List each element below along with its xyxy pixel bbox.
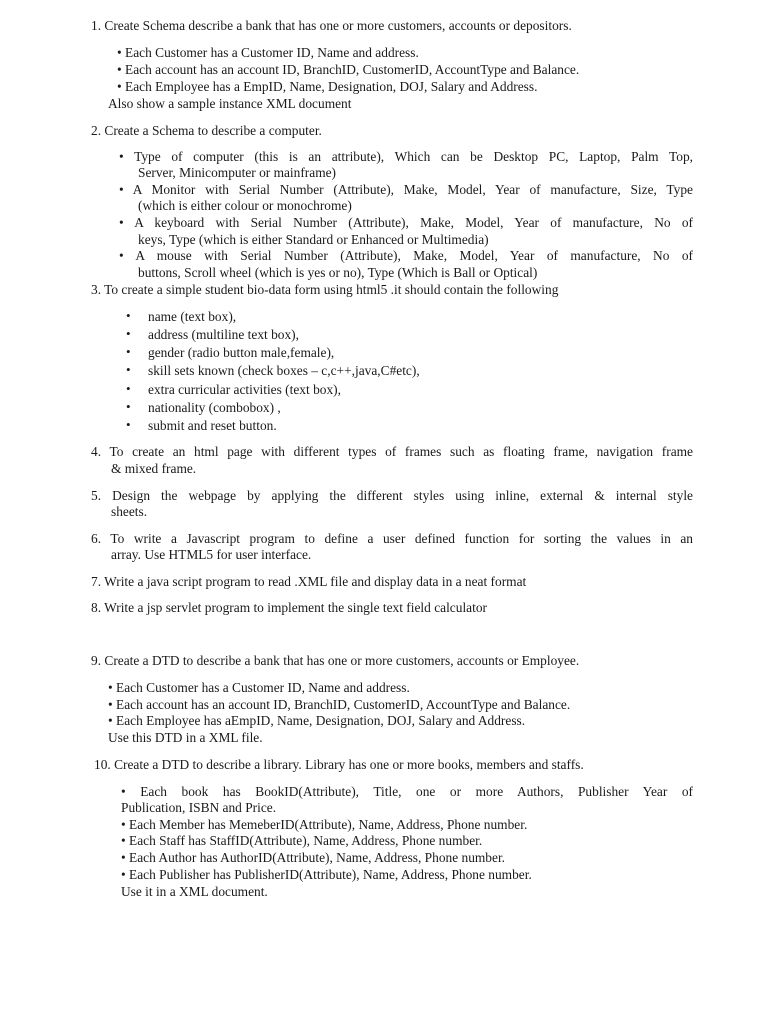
question-3-bullet: name (text box), [148,309,237,324]
bullet-dot-icon: • [126,362,131,377]
question-4-text-continuation: & mixed frame. [111,461,197,476]
question-2-bullet-continuation: Server, Minicomputer or mainframe) [138,165,337,180]
question-9-bullet: • Each Employee has aEmpID, Name, Designation, DOJ, Salary and Address. [108,713,526,728]
question-10-bullet-continuation: Publication, ISBN and Price. [121,800,277,815]
question-10-bullet: • Each Member has MemeberID(Attribute), Name, Address, Phone number. [121,817,528,832]
question-1-title: 1. Create Schema describe a bank that has one or more customers, accounts or depositors. [91,18,572,33]
question-7-text: 7. Write a java script program to read .XML file and display data in a neat format [91,574,527,589]
question-3-bullet: submit and reset button. [148,418,277,433]
bullet-dot-icon: • [126,326,131,341]
question-10-bullet: • Each Publisher has PublisherID(Attribute), Name, Address, Phone number. [121,867,532,882]
question-4-text: 4. To create an html page with different types of frames such as floating frame, navigation frame [91,444,693,459]
bullet-dot-icon: • [126,308,131,323]
question-9-footer: Use this DTD in a XML file. [108,730,263,745]
bullet-dot-icon: • [126,381,131,396]
question-2-bullet: • A mouse with Serial Number (Attribute), Make, Model, Year of manufacture, No of [119,248,693,263]
question-10-bullet: • Each book has BookID(Attribute), Title, one or more Authors, Publisher Year of [121,784,693,799]
question-5-text-continuation: sheets. [111,504,148,519]
question-6-text-continuation: array. Use HTML5 for user interface. [111,547,312,562]
question-2-bullet: • A Monitor with Serial Number (Attribute), Make, Model, Year of manufacture, Size, Type [119,182,693,197]
question-8-text: 8. Write a jsp servlet program to implement the single text field calculator [91,600,487,615]
question-9-bullet: • Each account has an account ID, BranchID, CustomerID, AccountType and Balance. [108,697,571,712]
question-2-bullet-continuation: (which is either colour or monochrome) [138,198,352,213]
question-3-bullet: nationality (combobox) , [148,400,281,415]
question-3-bullet: extra curricular activities (text box), [148,382,341,397]
question-3-title: 3. To create a simple student bio-data form using html5 .it should contain the following [91,282,559,297]
question-9-title: 9. Create a DTD to describe a bank that has one or more customers, accounts or Employee. [91,653,580,668]
question-10-bullet: • Each Author has AuthorID(Attribute), Name, Address, Phone number. [121,850,506,865]
question-1-bullet: • Each Employee has a EmpID, Name, Designation, DOJ, Salary and Address. [117,79,538,94]
question-3-bullet: gender (radio button male,female), [148,345,335,360]
question-1-footer: Also show a sample instance XML document [108,96,352,111]
question-10-title: 10. Create a DTD to describe a library. Library has one or more books, members and staffs. [94,757,584,772]
question-1-bullet: • Each Customer has a Customer ID, Name and address. [117,45,419,60]
question-1-bullet: • Each account has an account ID, BranchID, CustomerID, AccountType and Balance. [117,62,580,77]
bullet-dot-icon: • [126,344,131,359]
question-9-bullet: • Each Customer has a Customer ID, Name and address. [108,680,410,695]
question-2-bullet-continuation: buttons, Scroll wheel (which is yes or no), Type (Which is Ball or Optical) [138,265,538,280]
bullet-dot-icon: • [126,417,131,432]
question-10-bullet: • Each Staff has StaffID(Attribute), Name, Address, Phone number. [121,833,483,848]
question-3-bullet: skill sets known (check boxes – c,c++,java,C#etc), [148,363,420,378]
question-2-bullet-continuation: keys, Type (which is either Standard or Enhanced or Multimedia) [138,232,489,247]
question-2-title: 2. Create a Schema to describe a computer. [91,123,322,138]
question-2-bullet: • Type of computer (this is an attribute), Which can be Desktop PC, Laptop, Palm Top, [119,149,693,164]
question-6-text: 6. To write a Javascript program to define a user defined function for sorting the values in an [91,531,693,546]
question-5-text: 5. Design the webpage by applying the different styles using inline, external & internal style [91,488,693,503]
question-10-footer: Use it in a XML document. [121,884,268,899]
question-3-bullet: address (multiline text box), [148,327,299,342]
bullet-dot-icon: • [126,399,131,414]
question-2-bullet: • A keyboard with Serial Number (Attribute), Make, Model, Year of manufacture, No of [119,215,693,230]
